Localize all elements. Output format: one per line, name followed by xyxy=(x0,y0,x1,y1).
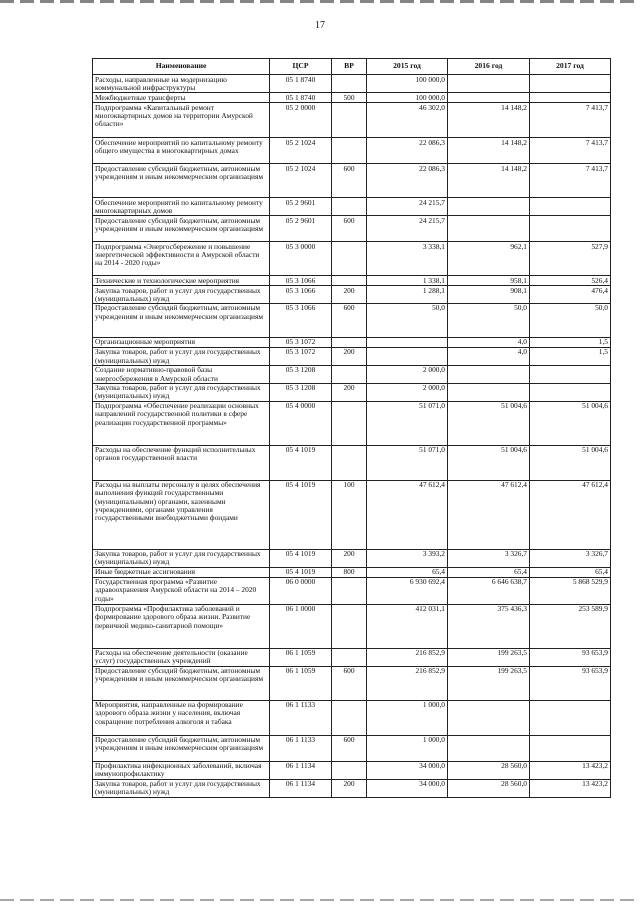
table-row xyxy=(93,216,611,242)
row-value-2016: 199 263,5 xyxy=(448,666,530,700)
row-name: Предоставление субсидий бюджетным, автономным учреждениям и иным некоммерческим организациям xyxy=(93,666,270,700)
row-vr: 200 xyxy=(332,286,367,304)
row-value-2015: 47 612,4 xyxy=(367,480,448,549)
table-row xyxy=(93,303,611,337)
row-value-2017 xyxy=(530,75,611,93)
row-name: Закупка товаров, работ и услуг для государственных (муниципальных) нужд xyxy=(93,383,270,401)
table-row xyxy=(93,480,611,549)
row-name: Иные бюджетные ассигнования xyxy=(93,567,270,577)
row-value-2016: 908,1 xyxy=(448,286,530,304)
row-value-2015 xyxy=(367,347,448,365)
row-value-2015: 1 000,0 xyxy=(367,735,448,761)
row-value-2017 xyxy=(530,735,611,761)
row-value-2017: 7 413,7 xyxy=(530,138,611,164)
row-csr: 06 1 1134 xyxy=(270,761,332,779)
row-csr: 05 4 0000 xyxy=(270,401,332,445)
row-value-2016 xyxy=(448,75,530,93)
header-csr: ЦСР xyxy=(270,59,332,75)
row-value-2015: 50,0 xyxy=(367,303,448,337)
row-value-2016 xyxy=(448,198,530,216)
row-value-2016 xyxy=(448,216,530,242)
row-vr: 100 xyxy=(332,480,367,549)
row-value-2017: 5 868 529,9 xyxy=(530,577,611,604)
row-name: Предоставление субсидий бюджетным, автономным учреждениям и иным некоммерческим организациям xyxy=(93,216,270,242)
row-vr: 200 xyxy=(332,779,367,797)
row-vr xyxy=(332,103,367,138)
row-csr: 05 3 1072 xyxy=(270,347,332,365)
row-csr: 05 3 1208 xyxy=(270,365,332,383)
table-row xyxy=(93,779,611,797)
row-value-2015 xyxy=(367,337,448,347)
header-2016: 2016 год xyxy=(448,59,530,75)
header-2015: 2015 год xyxy=(367,59,448,75)
row-value-2017 xyxy=(530,365,611,383)
table-row xyxy=(93,604,611,648)
table-row xyxy=(93,138,611,164)
row-value-2017: 50,0 xyxy=(530,303,611,337)
row-name: Подпрограмма «Обеспечение реализации основных направлений государственной политики в сфере реализации государственной программы» xyxy=(93,401,270,445)
row-csr: 06 1 1133 xyxy=(270,735,332,761)
row-value-2017: 51 004,6 xyxy=(530,445,611,480)
row-value-2017: 476,4 xyxy=(530,286,611,304)
row-csr: 05 4 1019 xyxy=(270,549,332,567)
row-name: Профилактика инфекционных заболеваний, включая иммунопрофилактику xyxy=(93,761,270,779)
row-vr xyxy=(332,198,367,216)
row-value-2016: 51 004,6 xyxy=(448,445,530,480)
page-top-edge xyxy=(0,0,640,3)
row-vr: 200 xyxy=(332,549,367,567)
row-csr: 06 1 1059 xyxy=(270,648,332,666)
table-row xyxy=(93,347,611,365)
row-name: Предоставление субсидий бюджетным, автономным учреждениям и иным некоммерческим организациям xyxy=(93,303,270,337)
table-row xyxy=(93,761,611,779)
row-value-2017: 1,5 xyxy=(530,347,611,365)
row-value-2017: 13 423,2 xyxy=(530,779,611,797)
row-value-2016: 958,1 xyxy=(448,276,530,286)
row-csr: 05 3 1066 xyxy=(270,303,332,337)
row-vr: 200 xyxy=(332,383,367,401)
row-value-2015: 412 031,1 xyxy=(367,604,448,648)
row-value-2017: 65,4 xyxy=(530,567,611,577)
row-csr: 05 2 1024 xyxy=(270,138,332,164)
header-vr: ВР xyxy=(332,59,367,75)
table-row xyxy=(93,198,611,216)
row-value-2015: 34 000,0 xyxy=(367,779,448,797)
row-name: Государственная программа «Развитие здравоохранения Амурской области на 2014 – 2020 годы» xyxy=(93,577,270,604)
row-value-2015: 3 338,1 xyxy=(367,242,448,276)
row-vr xyxy=(332,337,367,347)
budget-table xyxy=(92,58,611,798)
row-vr xyxy=(332,138,367,164)
row-vr: 600 xyxy=(332,666,367,700)
row-value-2016: 50,0 xyxy=(448,303,530,337)
row-vr: 600 xyxy=(332,216,367,242)
table-row xyxy=(93,164,611,198)
row-value-2015: 51 071,0 xyxy=(367,445,448,480)
row-value-2015: 22 086,3 xyxy=(367,138,448,164)
row-vr: 600 xyxy=(332,164,367,198)
row-csr: 05 2 9601 xyxy=(270,198,332,216)
row-csr: 05 3 0000 xyxy=(270,242,332,276)
table-row xyxy=(93,365,611,383)
row-value-2016: 4,0 xyxy=(448,347,530,365)
row-csr: 05 3 1066 xyxy=(270,286,332,304)
row-value-2015: 34 000,0 xyxy=(367,761,448,779)
row-csr: 06 0 0000 xyxy=(270,577,332,604)
row-name: Технические и технологические мероприятия xyxy=(93,276,270,286)
row-name: Расходы на выплаты персоналу в целях обеспечения выполнения функций государственными (муниципальными) органами, казенными учреждениями, органами управления государственными внебюджетными фондами xyxy=(93,480,270,549)
row-csr: 05 4 1019 xyxy=(270,567,332,577)
row-value-2016: 3 326,7 xyxy=(448,549,530,567)
row-value-2016 xyxy=(448,700,530,735)
row-name: Закупка товаров, работ и услуг для государственных (муниципальных) нужд xyxy=(93,347,270,365)
row-value-2017: 47 612,4 xyxy=(530,480,611,549)
row-value-2017: 93 653,9 xyxy=(530,648,611,666)
table-row xyxy=(93,567,611,577)
row-value-2017: 7 413,7 xyxy=(530,164,611,198)
row-name: Организационные мероприятия xyxy=(93,337,270,347)
row-value-2015: 24 215,7 xyxy=(367,216,448,242)
row-value-2016: 14 148,2 xyxy=(448,138,530,164)
row-csr: 05 3 1072 xyxy=(270,337,332,347)
row-value-2016: 14 148,2 xyxy=(448,164,530,198)
row-value-2015: 1 338,1 xyxy=(367,276,448,286)
row-value-2016 xyxy=(448,383,530,401)
table-row xyxy=(93,648,611,666)
row-value-2017: 93 653,9 xyxy=(530,666,611,700)
row-value-2017 xyxy=(530,700,611,735)
row-csr: 06 1 0000 xyxy=(270,604,332,648)
table-row xyxy=(93,401,611,445)
row-csr: 06 1 1134 xyxy=(270,779,332,797)
row-vr: 800 xyxy=(332,567,367,577)
row-value-2015: 216 852,9 xyxy=(367,666,448,700)
row-vr: 600 xyxy=(332,303,367,337)
row-csr: 06 1 1133 xyxy=(270,700,332,735)
row-value-2017 xyxy=(530,383,611,401)
row-csr: 05 3 1066 xyxy=(270,276,332,286)
row-csr: 05 3 1208 xyxy=(270,383,332,401)
row-value-2015: 46 302,0 xyxy=(367,103,448,138)
row-vr xyxy=(332,577,367,604)
row-value-2017: 3 326,7 xyxy=(530,549,611,567)
header-name: Наименование xyxy=(93,59,270,75)
row-name: Закупка товаров, работ и услуг для государственных (муниципальных) нужд xyxy=(93,286,270,304)
row-csr: 05 2 1024 xyxy=(270,164,332,198)
row-vr: 600 xyxy=(332,735,367,761)
row-value-2015: 216 852,9 xyxy=(367,648,448,666)
row-value-2016: 199 263,5 xyxy=(448,648,530,666)
page-bottom-edge xyxy=(0,899,640,901)
row-name: Расходы на обеспечение функций исполнительных органов государственной власти xyxy=(93,445,270,480)
row-csr: 05 4 1019 xyxy=(270,445,332,480)
table-header-row xyxy=(93,59,611,75)
page-number: 17 xyxy=(315,20,325,31)
row-value-2017: 1,5 xyxy=(530,337,611,347)
row-value-2015: 51 071,0 xyxy=(367,401,448,445)
row-value-2016 xyxy=(448,365,530,383)
row-vr: 200 xyxy=(332,347,367,365)
row-value-2016: 4,0 xyxy=(448,337,530,347)
row-value-2017: 527,9 xyxy=(530,242,611,276)
row-value-2015: 1 288,1 xyxy=(367,286,448,304)
row-value-2017: 526,4 xyxy=(530,276,611,286)
row-value-2015: 24 215,7 xyxy=(367,198,448,216)
row-csr: 06 1 1059 xyxy=(270,666,332,700)
row-value-2016: 51 004,6 xyxy=(448,401,530,445)
row-value-2015: 65,4 xyxy=(367,567,448,577)
table-row xyxy=(93,103,611,138)
table-row xyxy=(93,549,611,567)
table-row xyxy=(93,445,611,480)
row-value-2015: 22 086,3 xyxy=(367,164,448,198)
row-vr xyxy=(332,401,367,445)
table-body xyxy=(93,75,611,798)
row-vr xyxy=(332,648,367,666)
table-row xyxy=(93,577,611,604)
row-value-2016: 65,4 xyxy=(448,567,530,577)
row-name: Предоставление субсидий бюджетным, автономным учреждениям и иным некоммерческим организациям xyxy=(93,735,270,761)
row-value-2017 xyxy=(530,216,611,242)
row-vr: 500 xyxy=(332,93,367,103)
row-value-2015: 100 000,0 xyxy=(367,75,448,93)
row-value-2017 xyxy=(530,198,611,216)
row-vr xyxy=(332,604,367,648)
row-csr: 05 4 1019 xyxy=(270,480,332,549)
table-row xyxy=(93,666,611,700)
row-value-2015: 1 000,0 xyxy=(367,700,448,735)
row-name: Подпрограмма «Капитальный ремонт многоквартирных домов на территории Амурской области» xyxy=(93,103,270,138)
row-value-2016: 14 148,2 xyxy=(448,103,530,138)
row-csr: 05 2 0000 xyxy=(270,103,332,138)
row-value-2017 xyxy=(530,93,611,103)
table-row xyxy=(93,383,611,401)
row-name: Создание нормативно-правовой базы энергосбережения в Амурской области xyxy=(93,365,270,383)
row-value-2015: 6 930 692,4 xyxy=(367,577,448,604)
row-name: Межбюджетные трансферты xyxy=(93,93,270,103)
row-vr xyxy=(332,276,367,286)
row-name: Мероприятия, направленные на формирование здорового образа жизни у населения, включая сокращение потребления алкоголя и табака xyxy=(93,700,270,735)
row-name: Закупка товаров, работ и услуг для государственных (муниципальных) нужд xyxy=(93,779,270,797)
row-vr xyxy=(332,445,367,480)
row-value-2015: 3 393,2 xyxy=(367,549,448,567)
row-vr xyxy=(332,75,367,93)
table-row xyxy=(93,286,611,304)
row-value-2017: 51 004,6 xyxy=(530,401,611,445)
row-name: Подпрограмма «Энергосбережение и повышение энергетической эффективности в Амурской области на 2014 - 2020 годы» xyxy=(93,242,270,276)
row-value-2017: 13 423,2 xyxy=(530,761,611,779)
row-csr: 05 1 8740 xyxy=(270,93,332,103)
row-value-2015: 2 000,0 xyxy=(367,383,448,401)
row-name: Предоставление субсидий бюджетным, автономным учреждениям и иным некоммерческим организациям xyxy=(93,164,270,198)
row-value-2015: 100 000,0 xyxy=(367,93,448,103)
row-value-2016: 47 612,4 xyxy=(448,480,530,549)
row-value-2017: 253 589,9 xyxy=(530,604,611,648)
table-row xyxy=(93,700,611,735)
row-vr xyxy=(332,242,367,276)
row-value-2015: 2 000,0 xyxy=(367,365,448,383)
table-row xyxy=(93,242,611,276)
row-vr xyxy=(332,365,367,383)
row-value-2016 xyxy=(448,93,530,103)
row-value-2016: 375 436,3 xyxy=(448,604,530,648)
row-name: Расходы на обеспечение деятельности (оказание услуг) государственных учреждений xyxy=(93,648,270,666)
row-value-2016: 962,1 xyxy=(448,242,530,276)
table-row xyxy=(93,735,611,761)
row-name: Подпрограмма «Профилактика заболеваний и формирование здорового образа жизни. Развитие первичной медико-санитарной помощи» xyxy=(93,604,270,648)
header-2017: 2017 год xyxy=(530,59,611,75)
table-row xyxy=(93,75,611,93)
row-csr: 05 1 8740 xyxy=(270,75,332,93)
table-row xyxy=(93,337,611,347)
row-value-2016: 28 560,0 xyxy=(448,761,530,779)
row-value-2017: 7 413,7 xyxy=(530,103,611,138)
row-vr xyxy=(332,700,367,735)
row-value-2016: 28 560,0 xyxy=(448,779,530,797)
table-row xyxy=(93,93,611,103)
row-vr xyxy=(332,761,367,779)
row-name: Закупка товаров, работ и услуг для государственных (муниципальных) нужд xyxy=(93,549,270,567)
row-name: Расходы, направленные на модернизацию коммунальной инфраструктуры xyxy=(93,75,270,93)
row-value-2016 xyxy=(448,735,530,761)
table-row xyxy=(93,276,611,286)
row-name: Обеспечение мероприятий по капитальному ремонту многоквартирных домов xyxy=(93,198,270,216)
row-value-2016: 6 646 638,7 xyxy=(448,577,530,604)
row-csr: 05 2 9601 xyxy=(270,216,332,242)
row-name: Обеспечение мероприятий по капитальному ремонту общего имущества в многоквартирных домах xyxy=(93,138,270,164)
